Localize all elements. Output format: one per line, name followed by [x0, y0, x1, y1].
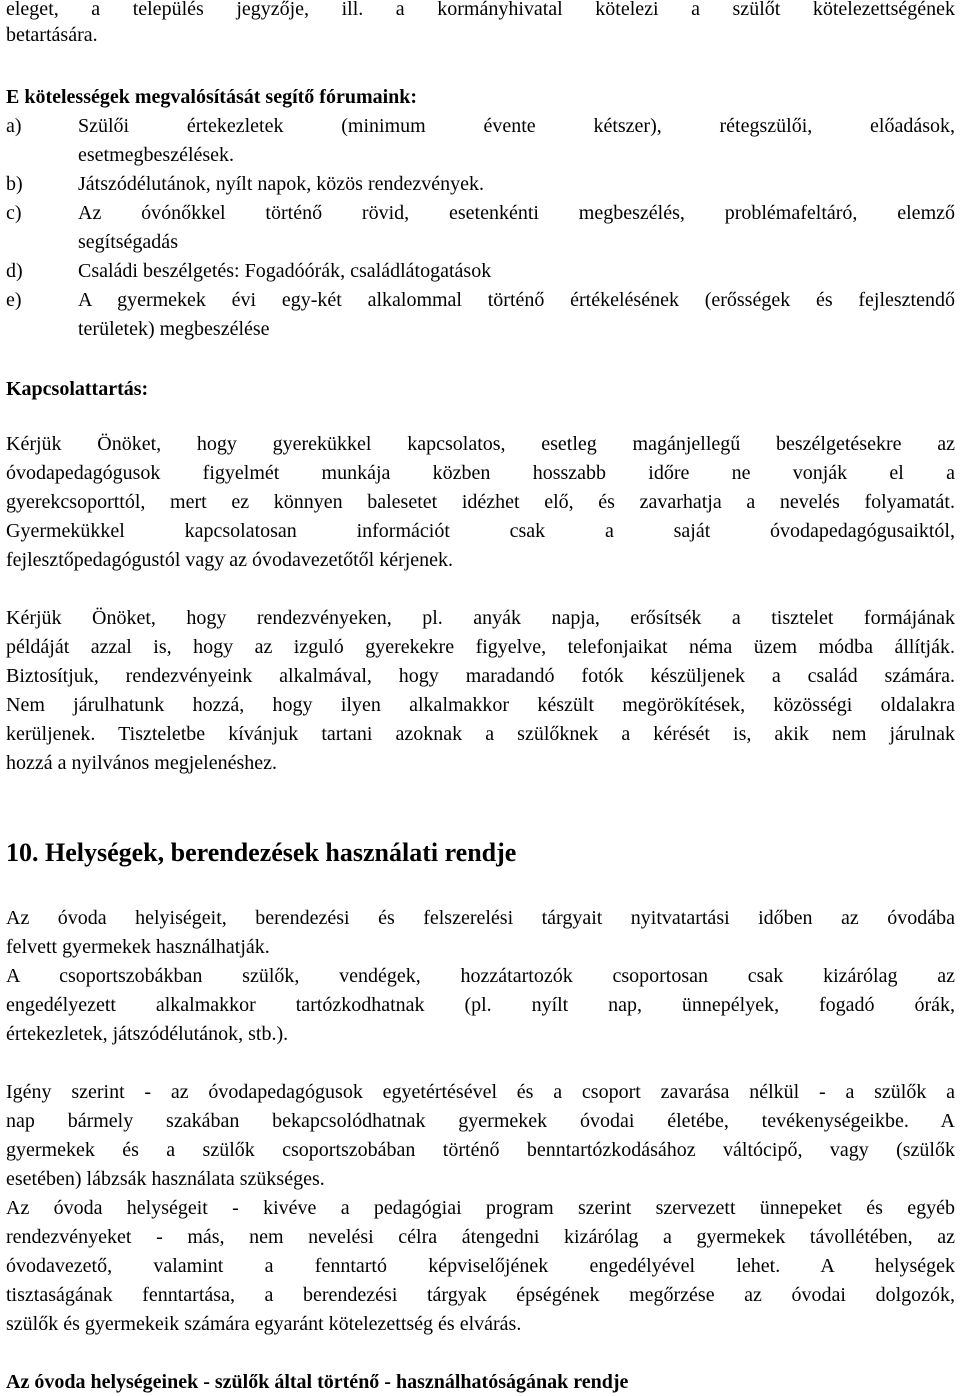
- contact-heading: Kapcsolattartás:: [6, 378, 149, 400]
- list-item: Családi beszélgetés: Fogadóórák, családlátogatások: [78, 260, 492, 282]
- paragraph-line: Gyermekükkel kapcsolatosan információt csak a saját óvodapedagógusaiktól,: [6, 520, 955, 542]
- paragraph-line: kerüljenek. Tiszteletbe kívánjuk tartani azoknak a szülőknek a kérését is, akik nem járulnak: [6, 723, 955, 745]
- paragraph-line: gyermekek és a szülők csoportszobában történő benntartózkodásához váltócipő, vagy (szülők: [6, 1139, 955, 1161]
- paragraph-line: Kérjük Önöket, hogy rendezvényeken, pl. anyák napja, erősítsék a tisztelet formájának: [6, 607, 955, 629]
- list-item: Az óvónőkkel történő rövid, esetenkénti megbeszélés, problémafeltáró, elemző: [78, 202, 955, 224]
- list-item: Játszódélutánok, nyílt napok, közös rendezvények.: [78, 173, 484, 195]
- paragraph-line: engedélyezett alkalmakkor tartózkodhatnak (pl. nyílt nap, ünnepélyek, fogadó órák,: [6, 994, 955, 1016]
- paragraph-line: gyerekcsoporttól, mert ez könnyen balesetet idézhet elő, és zavarhatja a nevelés folyamatát.: [6, 491, 955, 513]
- paragraph-line: Biztosítjuk, rendezvényeink alkalmával, hogy maradandó fotók készüljenek a család számára.: [6, 665, 955, 687]
- list-item: esetmegbeszélések.: [78, 144, 235, 166]
- paragraph-line: Az óvoda helységeit - kivéve a pedagógiai program szerint szervezett ünnepeket és egyéb: [6, 1197, 955, 1219]
- list-item-letter: e): [6, 289, 22, 311]
- list-item-letter: b): [6, 173, 23, 195]
- list-item-letter: a): [6, 115, 22, 137]
- list-item: területek) megbeszélése: [78, 318, 270, 340]
- bottom-heading: Az óvoda helységeinek - szülők által történő - használhatóságának rendje: [6, 1371, 629, 1393]
- paragraph-line: értekezletek, játszódélutánok, stb.).: [6, 1023, 289, 1045]
- paragraph-line: nap bármely szakában bekapcsolódhatnak gyermekek óvodai életébe, tevékenységeikbe. A: [6, 1110, 955, 1132]
- paragraph-line: felvett gyermekek használhatják.: [6, 936, 270, 958]
- paragraph-line: Igény szerint - az óvodapedagógusok egyetértésével és a csoport zavarása nélkül - a szülők a: [6, 1081, 955, 1103]
- paragraph-line: tisztaságának fenntartása, a berendezési tárgyak épségének megőrzése az óvodai dolgozók,: [6, 1284, 955, 1306]
- list-item: Szülői értekezletek (minimum évente kétszer), rétegszülői, előadások,: [78, 115, 955, 137]
- list-item: segítségadás: [78, 231, 178, 253]
- paragraph-line: eleget, a település jegyzője, ill. a kormányhivatal kötelezi a szülőt kötelezettségének: [6, 0, 955, 20]
- paragraph-line: óvodavezető, valamint a fenntartó képviselőjének engedélyével lehet. A helységek: [6, 1255, 955, 1277]
- paragraph-line: óvodapedagógusok figyelmét munkája közben hosszabb időre ne vonják el a: [6, 462, 955, 484]
- paragraph-line: hozzá a nyilvános megjelenéshez.: [6, 752, 277, 774]
- forums-title: E kötelességek megvalósítását segítő fórumaink:: [6, 86, 418, 108]
- paragraph-line: A csoportszobákban szülők, vendégek, hozzátartozók csoportosan csak kizárólag az: [6, 965, 955, 987]
- paragraph-line: szülők és gyermekeik számára egyaránt kötelezettség és elvárás.: [6, 1313, 522, 1335]
- paragraph-line: példáját azzal is, hogy az izguló gyerekekre figyelve, telefonjaikat néma üzem módba állítják.: [6, 636, 955, 658]
- section-heading: 10. Helységek, berendezések használati rendje: [6, 838, 517, 867]
- paragraph-line: betartására.: [6, 24, 98, 46]
- paragraph-line: fejlesztőpedagógustól vagy az óvodavezetőtől kérjenek.: [6, 549, 454, 571]
- paragraph-line: Kérjük Önöket, hogy gyerekükkel kapcsolatos, esetleg magánjellegű beszélgetésekre az: [6, 433, 955, 455]
- list-item: A gyermekek évi egy-két alkalommal történő értékelésének (erősségek és fejlesztendő: [78, 289, 955, 311]
- paragraph-line: Nem járulhatunk hozzá, hogy ilyen alkalmakkor készült megörökítések, közösségi oldalakra: [6, 694, 955, 716]
- paragraph-line: Az óvoda helyiségeit, berendezési és felszerelési tárgyait nyitvatartási időben az óvodába: [6, 907, 955, 929]
- paragraph-line: esetében) lábzsák használata szükséges.: [6, 1168, 325, 1190]
- list-item-letter: c): [6, 202, 22, 224]
- list-item-letter: d): [6, 260, 23, 282]
- paragraph-line: rendezvényeket - más, nem nevelési célra átengedni kizárólag a gyermekek távollétében, az: [6, 1226, 955, 1248]
